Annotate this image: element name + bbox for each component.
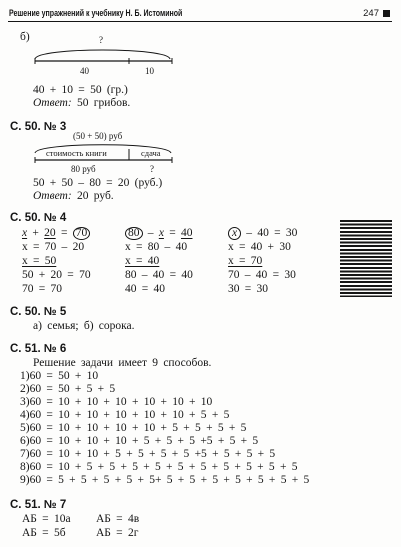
segment-diagram-mushrooms [30, 40, 180, 70]
solution-result: x = 70 [228, 255, 263, 267]
way-line-9: 9)60 = 5 + 5 + 5 + 5 + 5+ 5 + 5 + 5 + 5 + 5 + 5 + 5 [20, 474, 310, 486]
diagram-part1-label: 40 [80, 66, 89, 76]
operator: – [246, 227, 253, 239]
subproblem-label: б) [20, 31, 30, 43]
way-line-6: 6)60 = 10 + 10 + 10 + 5 + 5 + 5 +5 + 5 + 5 [20, 435, 259, 447]
page-edge-striped-tab [340, 220, 392, 297]
answer-text: 50 грибов. [76, 97, 131, 109]
equation-column-1 [22, 227, 90, 240]
task-heading: С. 51. № 7 [10, 499, 67, 511]
segment-value-book-cost: 80 руб [71, 164, 96, 174]
answer-text: 20 руб. [76, 190, 114, 202]
solution-step: x = 40 + 30 [228, 241, 291, 253]
diagram-whole-label: (50 + 50) руб [73, 131, 123, 141]
diagram-part2-label: 10 [145, 66, 154, 76]
check-step: 70 – 40 = 30 [228, 269, 296, 281]
answer-cell: АБ = 2г [96, 527, 139, 539]
equals-sign: = [60, 227, 68, 239]
equals-sign: = [274, 227, 281, 239]
solution-result: x = 50 [22, 255, 57, 267]
subtrahend: 40 [257, 227, 269, 239]
way-line-8: 8)60 = 10 + 5 + 5 + 5 + 5 + 5 + 5 + 5 + 5 + 5 + 5 [20, 461, 298, 473]
check-result: 40 = 40 [125, 283, 166, 295]
difference: 40 [180, 227, 193, 239]
intro-line: Решение задачи имеет 9 способов. [33, 357, 212, 369]
equation-column-2 [125, 227, 192, 240]
answer-line [33, 190, 114, 203]
answer-line: а) семья; б) сорока. [33, 320, 135, 332]
check-result: 30 = 30 [228, 283, 269, 295]
whole-brace [35, 50, 170, 59]
segment-label-book-cost: стоимость книги [46, 148, 107, 158]
check-result: 70 = 70 [22, 283, 63, 295]
task-heading: С. 50. № 4 [10, 212, 67, 224]
unknown-x: x [158, 227, 164, 239]
way-line-5: 5)60 = 10 + 10 + 10 + 10 + 5 + 5 + 5 + 5 [20, 422, 247, 434]
page-number: 247 [363, 8, 379, 19]
task-heading: С. 51. № 6 [10, 343, 67, 355]
circled-sum: 70 [73, 227, 91, 240]
answer-line [33, 97, 130, 110]
page-marker-square [383, 10, 390, 17]
unknown-x: x [22, 227, 28, 239]
solution-line: 50 + 50 – 80 = 20 (руб.) [33, 177, 163, 189]
equals-sign: = [169, 227, 176, 239]
task-heading: С. 50. № 5 [10, 306, 67, 318]
check-step: 50 + 20 = 70 [22, 269, 91, 281]
solution-step: x = 70 – 20 [22, 241, 85, 253]
segment-value-change: ? [150, 164, 154, 174]
answer-cell: АБ = 4в [96, 513, 140, 525]
diagram-whole-label: ? [99, 35, 103, 45]
segment-label-change: сдача [141, 148, 161, 158]
way-line-7: 7)60 = 10 + 10 + 5 + 5 + 5 + 5 +5 + 5 + 5 + 5 [20, 448, 276, 460]
running-header-title: Решение упражнений к учебнику Н. Б. Истоминой [9, 8, 183, 19]
answer-label: Ответ: [33, 97, 72, 109]
known-addend: 20 [44, 227, 56, 239]
answer-cell: АБ = 10а [22, 513, 71, 525]
way-line-2: 2)60 = 50 + 5 + 5 [20, 383, 116, 395]
equation-column-3 [228, 227, 297, 240]
circled-unknown-x: x [228, 227, 241, 240]
solution-step: x = 80 – 40 [125, 241, 188, 253]
difference: 30 [285, 227, 298, 239]
way-line-1: 1)60 = 50 + 10 [20, 370, 99, 382]
solution-result: x = 40 [125, 255, 160, 267]
solution-line: 40 + 10 = 50 (гр.) [33, 84, 128, 96]
operator: – [147, 227, 154, 239]
circled-minuend: 80 [125, 227, 143, 240]
answer-label: Ответ: [33, 190, 72, 202]
header-rule [8, 21, 392, 22]
operator: + [32, 227, 39, 239]
task-heading: С. 50. № 3 [10, 121, 67, 133]
way-line-3: 3)60 = 10 + 10 + 10 + 10 + 10 + 10 [20, 396, 213, 408]
check-step: 80 – 40 = 40 [125, 269, 193, 281]
way-line-4: 4)60 = 10 + 10 + 10 + 10 + 10 + 5 + 5 [20, 409, 230, 421]
answer-cell: АБ = 5б [22, 527, 66, 539]
